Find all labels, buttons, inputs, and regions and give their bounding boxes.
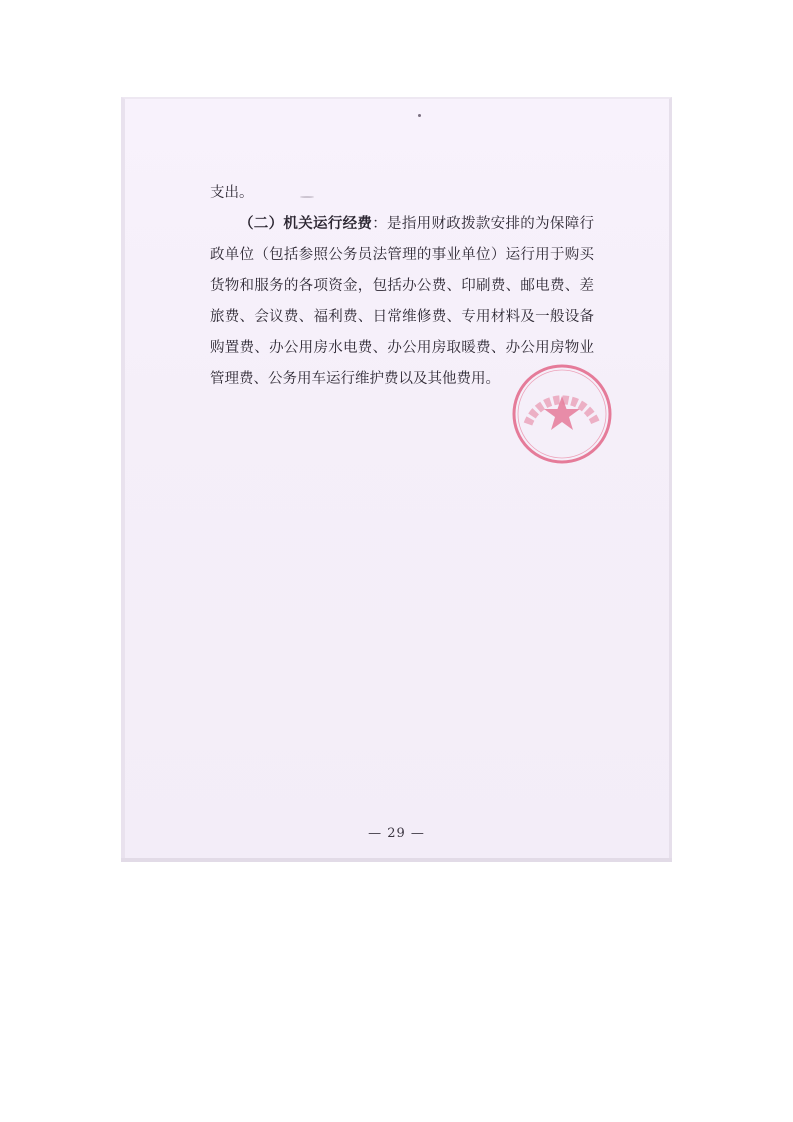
scan-speck <box>418 114 421 117</box>
page-edge-shadow <box>121 858 672 862</box>
paragraph-continuation <box>210 178 594 209</box>
continuation-text: 支出。 <box>210 185 254 201</box>
section-body: ：是指用财政拨款安排的为保障行政单位（包括参照公务员法管理的事业单位）运行用于购买货物和服务的各项资金，包括办公费、印刷费、邮电费、差旅费、会议费、福利费、日常维修费、专用材料及一般设备购置费、办公用房水电费、办公用房取暖费、办公用房物业管理费、公务用车运行维护费以及其他费用。 <box>210 216 595 387</box>
section-heading: （二）机关运行经费 <box>239 216 373 232</box>
official-seal-stamp <box>510 362 614 466</box>
page-number: — 29 — <box>368 826 425 841</box>
